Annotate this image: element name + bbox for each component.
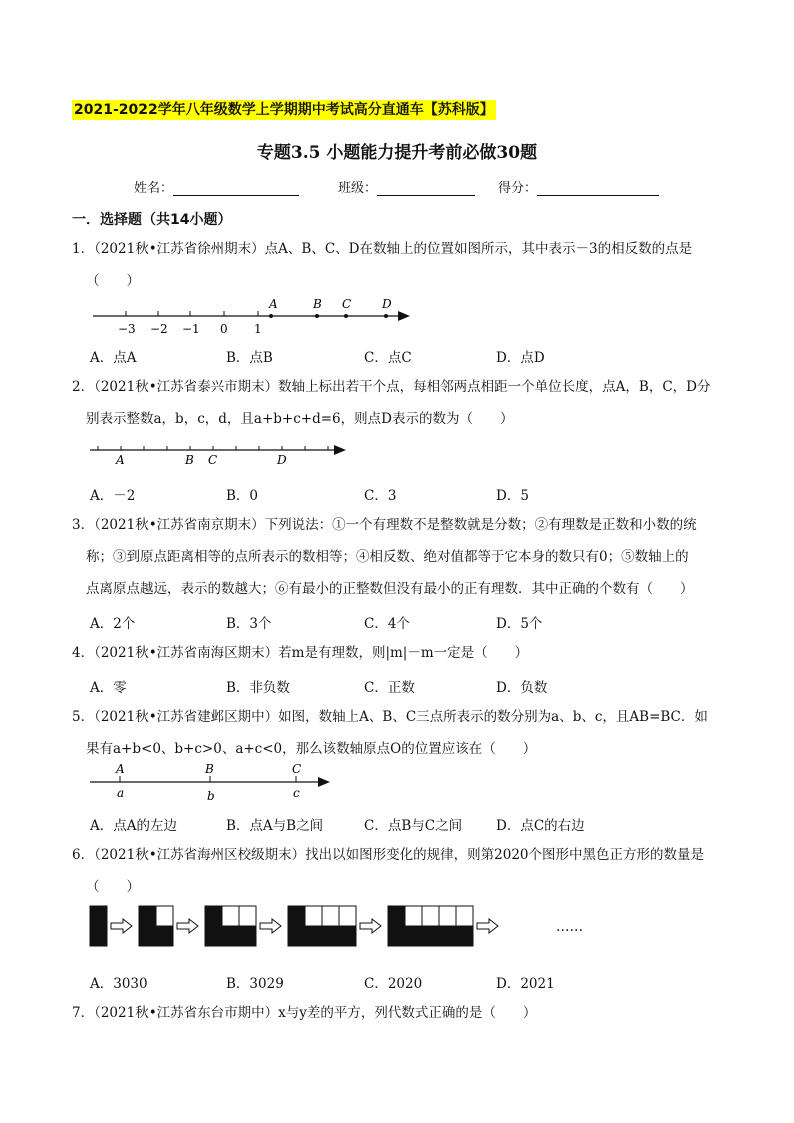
point-label: A [116, 762, 125, 776]
question-7-line-1: 7．（2021秋•江苏省东台市期中）x与y差的平方，列代数式正确的是（ ） [72, 1005, 537, 1021]
option-b: B．点A与B之间 [226, 818, 324, 834]
tick-label: 1 [254, 322, 262, 336]
option-a: A．2个 [90, 616, 136, 632]
point-c [344, 314, 348, 318]
question-3-line-1: 3．（2021秋•江苏省南京期末）下列说法：①一个有理数不是整数就是分数；②有理数是正数和小数的统 [72, 517, 697, 533]
point-label: B [185, 453, 194, 466]
question-5-line-1: 5．（2021秋•江苏省建邺区期中）如图，数轴上A、B、C三点所表示的数分别为a、b、c，且AB=BC．如 [72, 709, 708, 725]
name-label: 姓名： [134, 181, 174, 196]
option-b: B．0 [226, 488, 259, 504]
point-label: A [269, 297, 278, 311]
option-c: C．2020 [364, 976, 423, 992]
option-d: D．负数 [496, 680, 548, 696]
option-c: C．点B与C之间 [364, 818, 463, 834]
class-blank [377, 181, 475, 196]
point-label: D [277, 453, 287, 466]
tick-label: 0 [220, 322, 228, 336]
question-3-line-3: 点离原点越远，表示的数越大；⑥有最小的正整数但没有最小的正有理数．其中正确的个数有（ ） [86, 581, 694, 597]
section-heading: 一．选择题（共14小题） [72, 212, 232, 228]
pattern-figure [388, 906, 473, 946]
q5-number-line [88, 760, 338, 802]
point-b [315, 314, 319, 318]
class-label: 班级： [338, 181, 378, 196]
question-1-line-1: 1．（2021秋•江苏省徐州期末）点A、B、C、D在数轴上的位置如图所示，其中表示－3的相反数的点是 [72, 241, 693, 257]
pattern-figure [205, 906, 256, 946]
point-label: D [382, 297, 392, 311]
q2-number-line [88, 440, 350, 466]
pattern-figure [139, 906, 173, 946]
arrow-icon [477, 919, 498, 933]
arrow-icon [111, 919, 132, 933]
pattern-ellipsis: …… [556, 919, 583, 935]
option-b: B．点B [226, 350, 273, 366]
option-a: A．－2 [90, 488, 136, 504]
point-label: C [292, 762, 302, 776]
value-label: c [293, 786, 300, 800]
option-c: C．4个 [364, 616, 410, 632]
option-d: D．点C的右边 [496, 818, 585, 834]
option-d: D．5个 [496, 616, 543, 632]
tick-label: −3 [118, 322, 136, 336]
option-b: B．非负数 [226, 680, 290, 696]
page-title: 专题3.5 小题能力提升考前必做30题 [256, 143, 538, 163]
point-label: B [313, 297, 322, 311]
value-label: b [207, 789, 215, 802]
question-6-line-1: 6．（2021秋•江苏省海州区校级期末）找出以如图形变化的规律，则第2020个图形中黑色正方形的数量是 [72, 847, 705, 863]
option-c: C．点C [364, 350, 412, 366]
point-d [384, 314, 388, 318]
option-d: D．点D [496, 350, 545, 366]
name-blank [173, 181, 299, 196]
option-a: A．3030 [90, 976, 148, 992]
arrow-icon [177, 919, 198, 933]
option-c: C．正数 [364, 680, 415, 696]
document-banner: 2021-2022学年八年级数学上学期期中考试高分直通车【苏科版】 [74, 102, 494, 118]
option-c: C．3 [364, 488, 397, 504]
option-b: B．3029 [226, 976, 284, 992]
option-a: A．零 [90, 680, 127, 696]
point-label: C [342, 297, 352, 311]
option-b: B．3个 [226, 616, 272, 632]
point-label: A [116, 453, 125, 466]
score-label: 得分： [498, 181, 538, 196]
question-2-line-1: 2．（2021秋•江苏省泰兴市期末）数轴上标出若干个点，每相邻两点相距一个单位长度，点A，B，C，D分 [72, 379, 711, 395]
question-1-line-2: （ ） [86, 273, 140, 289]
question-4-line-1: 4．（2021秋•江苏省南海区期末）若m是有理数，则|m|－m一定是（ ） [72, 645, 529, 661]
arrow-icon [360, 919, 381, 933]
question-2-line-2: 别表示整数a，b，c，d，且a+b+c+d=6，则点D表示的数为（ ） [86, 411, 514, 427]
q6-square-pattern [88, 904, 588, 948]
score-blank [537, 181, 659, 196]
name-field [134, 177, 299, 196]
arrow-icon [260, 919, 281, 933]
option-d: D．5 [496, 488, 529, 504]
tick-label: −1 [182, 322, 200, 336]
question-6-line-2: （ ） [86, 879, 140, 895]
point-a [269, 314, 273, 318]
option-d: D．2021 [496, 976, 555, 992]
tick-label: −2 [150, 322, 168, 336]
value-label: a [117, 786, 125, 800]
point-label: B [205, 762, 214, 776]
score-field [498, 177, 659, 196]
pattern-figure [90, 906, 107, 946]
question-3-line-2: 称；③到原点距离相等的点所表示的数相等；④相反数、绝对值都等于它本身的数只有0；⑤数轴上的 [86, 549, 689, 565]
q1-number-line [88, 296, 418, 338]
question-5-line-2: 果有a+b<0、b+c>0、a+c<0，那么该数轴原点O的位置应该在（ ） [86, 741, 537, 757]
point-label: C [208, 453, 218, 466]
option-a: A．点A的左边 [90, 818, 177, 834]
option-a: A．点A [90, 350, 137, 366]
pattern-figure [288, 906, 356, 946]
class-field [338, 177, 475, 196]
